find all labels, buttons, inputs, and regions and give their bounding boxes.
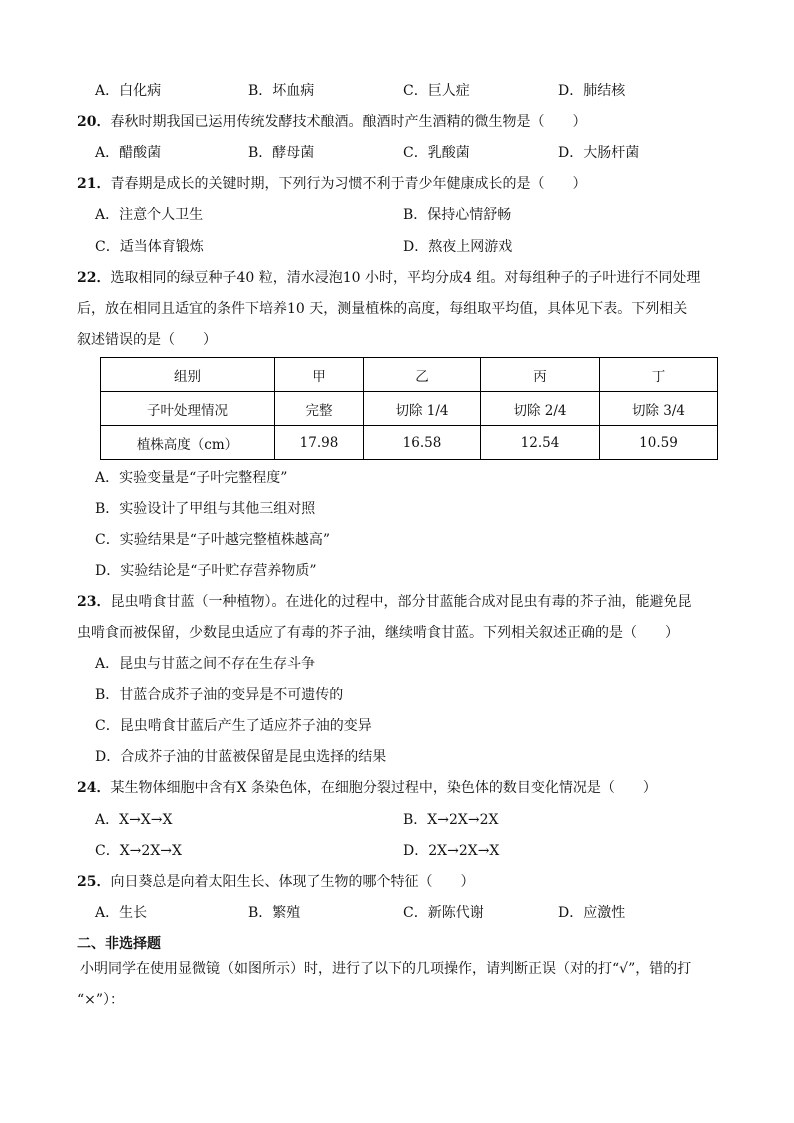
q21-option-a: A．注意个人卫生 [95, 207, 204, 223]
section-title: 二、非选择题 [77, 936, 161, 952]
q24-option-b: B．X→2X→2X [403, 812, 499, 828]
q23-number: 23． [77, 594, 111, 610]
table-header-row [101, 358, 718, 392]
table-cell: 植株高度（cm） [101, 426, 275, 460]
table-row [101, 392, 718, 426]
q25-number: 25． [77, 874, 111, 890]
q25-stem-line [77, 872, 474, 892]
table-cell: 16.58 [364, 426, 481, 460]
table-cell: 12.54 [481, 426, 600, 460]
q24-number: 24． [77, 780, 111, 796]
q22-option-d: D．实验结论是“子叶贮存营养物质” [95, 563, 317, 579]
table-header-cell: 组别 [101, 358, 275, 392]
q25-stem: 向日葵总是向着太阳生长、体现了生物的哪个特征（ ） [110, 874, 475, 890]
q23-stem-1: 昆虫啃食甘蓝（一种植物）。在进化的过程中，部分甘蓝能合成对昆虫有毒的芥子油，能避免昆 [110, 594, 692, 610]
q20-option-d: D．大肠杆菌 [558, 145, 640, 161]
q20-number: 20． [77, 114, 111, 130]
q21-stem-line [77, 174, 586, 194]
q20-stem-line [77, 112, 586, 132]
table-row [101, 426, 718, 460]
q24-stem-line [77, 778, 657, 798]
q21-option-d: D．熬夜上网游戏 [403, 239, 513, 255]
q21-options-row2 [95, 237, 715, 257]
q25-option-d: D．应激性 [558, 905, 626, 921]
q22-stem-line-3: 叙述错误的是（ ） [77, 332, 217, 348]
q21-stem: 青春期是成长的关键时期，下列行为习惯不利于青少年健康成长的是（ ） [110, 176, 587, 192]
table-header-cell: 丁 [600, 358, 718, 392]
q25-options [95, 903, 715, 923]
q20-options [95, 143, 715, 163]
q21-option-c: C．适当体育锻炼 [95, 239, 204, 255]
q22-option-b: B．实验设计了甲组与其他三组对照 [95, 501, 316, 517]
q19-option-d: D．肺结核 [558, 83, 626, 99]
table-cell: 切除 2/4 [481, 392, 600, 426]
q21-option-b: B．保持心情舒畅 [403, 207, 512, 223]
table-cell: 完整 [275, 392, 364, 426]
q24-option-c: C．X→2X→X [95, 843, 182, 859]
q25-option-c: C．新陈代谢 [403, 905, 484, 921]
table-cell: 10.59 [600, 426, 718, 460]
table-cell: 切除 1/4 [364, 392, 481, 426]
q23-option-b: B．甘蓝合成芥子油的变异是不可遗传的 [95, 687, 344, 703]
q22-number: 22． [77, 270, 111, 286]
table-cell: 17.98 [275, 426, 364, 460]
table-header-cell: 甲 [275, 358, 364, 392]
q24-option-d: D．2X→2X→X [403, 843, 500, 859]
q21-number: 21． [77, 176, 111, 192]
q23-option-d: D．合成芥子油的甘蓝被保留是昆虫选择的结果 [95, 749, 387, 765]
section2-intro-line-1: 小明同学在使用显微镜（如图所示）时，进行了以下的几项操作，请判断正误（对的打“√”，错的打 [80, 961, 692, 977]
q22-stem-line-2: 后，放在相同且适宜的条件下培养10 天，测量植株的高度，每组取平均值，具体见下表。下列相关 [77, 301, 688, 317]
table-cell: 切除 3/4 [600, 392, 718, 426]
q22-data-table [100, 357, 718, 460]
q22-option-c: C．实验结果是“子叶越完整植株越高” [95, 532, 331, 548]
q24-options-row2 [95, 841, 715, 861]
q23-stem-line-2: 虫啃食而被保留，少数昆虫适应了有毒的芥子油，继续啃食甘蓝。下列相关叙述正确的是（ ） [77, 625, 679, 641]
q19-option-b: B．坏血病 [248, 83, 315, 99]
q19-option-a: A．白化病 [95, 83, 162, 99]
q22-option-a: A．实验变量是“子叶完整程度” [95, 470, 288, 486]
q20-option-b: B．酵母菌 [248, 145, 315, 161]
table-header-cell: 丙 [481, 358, 600, 392]
q23-option-c: C．昆虫啃食甘蓝后产生了适应芥子油的变异 [95, 718, 372, 734]
q20-option-c: C．乳酸菌 [403, 145, 470, 161]
section2-intro-line-2: “×”）： [77, 992, 125, 1008]
q24-option-a: A．X→X→X [95, 812, 173, 828]
q22-stem-line-1 [77, 268, 700, 288]
q22-stem-1: 选取相同的绿豆种子40 粒，清水浸泡10 小时，平均分成4 组。对每组种子的子叶进行不同处理 [110, 270, 701, 286]
q19-options [95, 81, 715, 101]
q25-option-b: B．繁殖 [248, 905, 301, 921]
table-cell: 子叶处理情况 [101, 392, 275, 426]
q24-stem: 某生物体细胞中含有X 条染色体，在细胞分裂过程中，染色体的数目变化情况是（ ） [110, 780, 657, 796]
q20-stem: 春秋时期我国已运用传统发酵技术酿酒。酿酒时产生酒精的微生物是（ ） [110, 114, 587, 130]
q23-option-a: A．昆虫与甘蓝之间不存在生存斗争 [95, 656, 316, 672]
q25-option-a: A．生长 [95, 905, 148, 921]
q19-option-c: C．巨人症 [403, 83, 470, 99]
table-header-cell: 乙 [364, 358, 481, 392]
q24-options-row1 [95, 810, 715, 830]
q20-option-a: A．醋酸菌 [95, 145, 162, 161]
q23-stem-line-1 [77, 592, 691, 612]
q21-options-row1 [95, 205, 715, 225]
